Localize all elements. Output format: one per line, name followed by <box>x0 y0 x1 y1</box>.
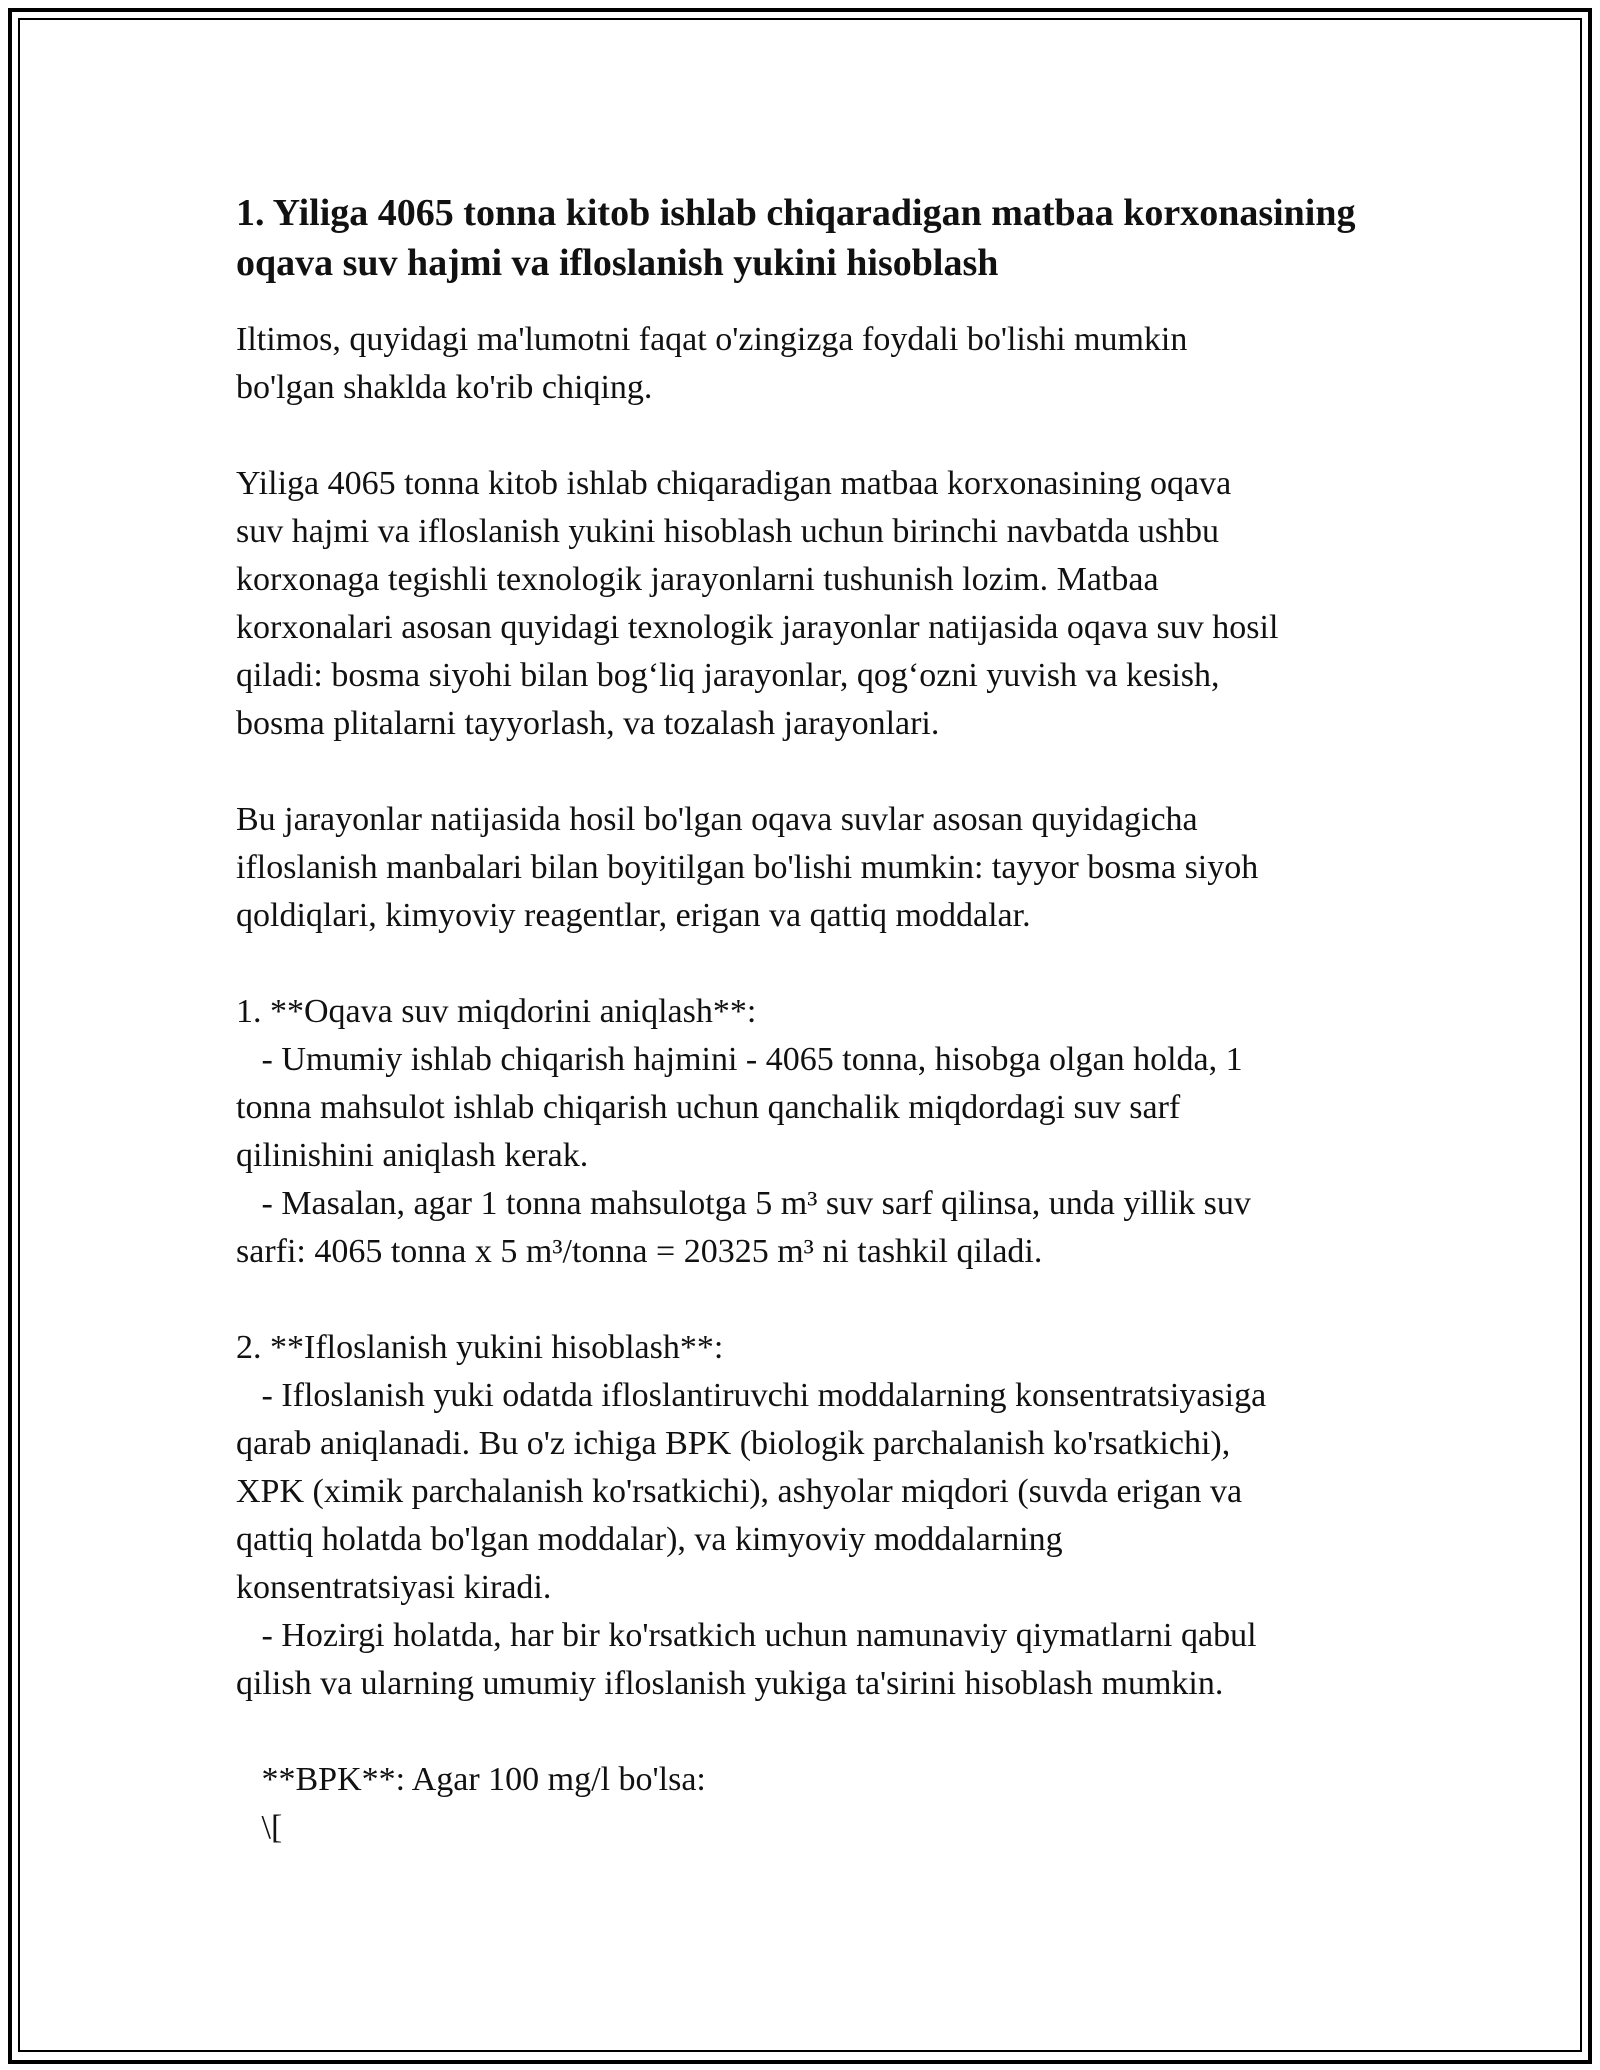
process-paragraph: Yiliga 4065 tonna kitob ishlab chiqaradigan matbaa korxonasining oqava suv hajmi va ifloslanish yukini hisoblash uchun birinchi navbatda ushbu korxonaga tegishli texnologik jarayonlarni tushunish lozim. Matbaa korxonalari asosan quyidagi texnologik jarayonlar natijasida oqava suv hosil qiladi: bosma siyohi bilan bog‘liq jarayonlar, qog‘ozni yuvish va kesish, bosma plitalarni tayyorlash, va tozalash jarayonlari. <box>236 465 1279 742</box>
document-body <box>236 188 1366 1852</box>
paragraph-spacer <box>236 748 1366 796</box>
intro-paragraph: Iltimos, quyidagi ma'lumotni faqat o'zingizga foydali bo'lishi mumkin bo'lgan shaklda ko'rib chiqing. <box>236 321 1188 406</box>
bpk-formula-start: **BPK**: Agar 100 mg/l bo'lsa: \[ <box>261 1761 706 1846</box>
paragraph-spacer <box>236 412 1366 460</box>
section-pollution-load: 2. **Ifloslanish yukini hisoblash**: - Ifloslanish yuki odatda ifloslantiruvchi moddalarning konsentratsiyasiga qarab aniqlanadi. Bu o'z ichiga BPK (biologik parchalanish ko'rsatkichi), XPK (ximik parchalanish ko'rsatkichi), ashyolar miqdori (suvda erigan va qattiq holatda bo'lgan moddalar), va kimyoviy moddalarning konsentratsiyasi kiradi. - Hozirgi holatda, har bir ko'rsatkich uchun namunaviy qiymatlarni qabul qilish va ularning umumiy ifloslanish yukiga ta'sirini hisoblash mumkin. <box>236 1329 1267 1702</box>
document-title: 1. Yiliga 4065 tonna kitob ishlab chiqaradigan matbaa korxonasining oqava suv hajmi va ifloslanish yukini hisoblash <box>236 192 1356 284</box>
paragraph-spacer <box>236 1708 1366 1756</box>
section-wastewater-volume: 1. **Oqava suv miqdorini aniqlash**: - Umumiy ishlab chiqarish hajmini - 4065 tonna, hisobga olgan holda, 1 tonna mahsulot ishlab chiqarish uchun qanchalik miqdordagi suv sarf qilinishini aniqlash kerak. - Masalan, agar 1 tonna mahsulotga 5 m³ suv sarf qilinsa, unda yillik suv sarfi: 4065 tonna x 5 m³/tonna = 20325 m³ ni tashkil qiladi. <box>236 993 1251 1270</box>
paragraph-spacer <box>236 940 1366 988</box>
paragraph-spacer <box>236 1276 1366 1324</box>
pollution-sources-paragraph: Bu jarayonlar natijasida hosil bo'lgan oqava suvlar asosan quyidagicha ifloslanish manbalari bilan boyitilgan bo'lishi mumkin: tayyor bosma siyoh qoldiqlari, kimyoviy reagentlar, erigan va qattiq moddalar. <box>236 801 1259 934</box>
